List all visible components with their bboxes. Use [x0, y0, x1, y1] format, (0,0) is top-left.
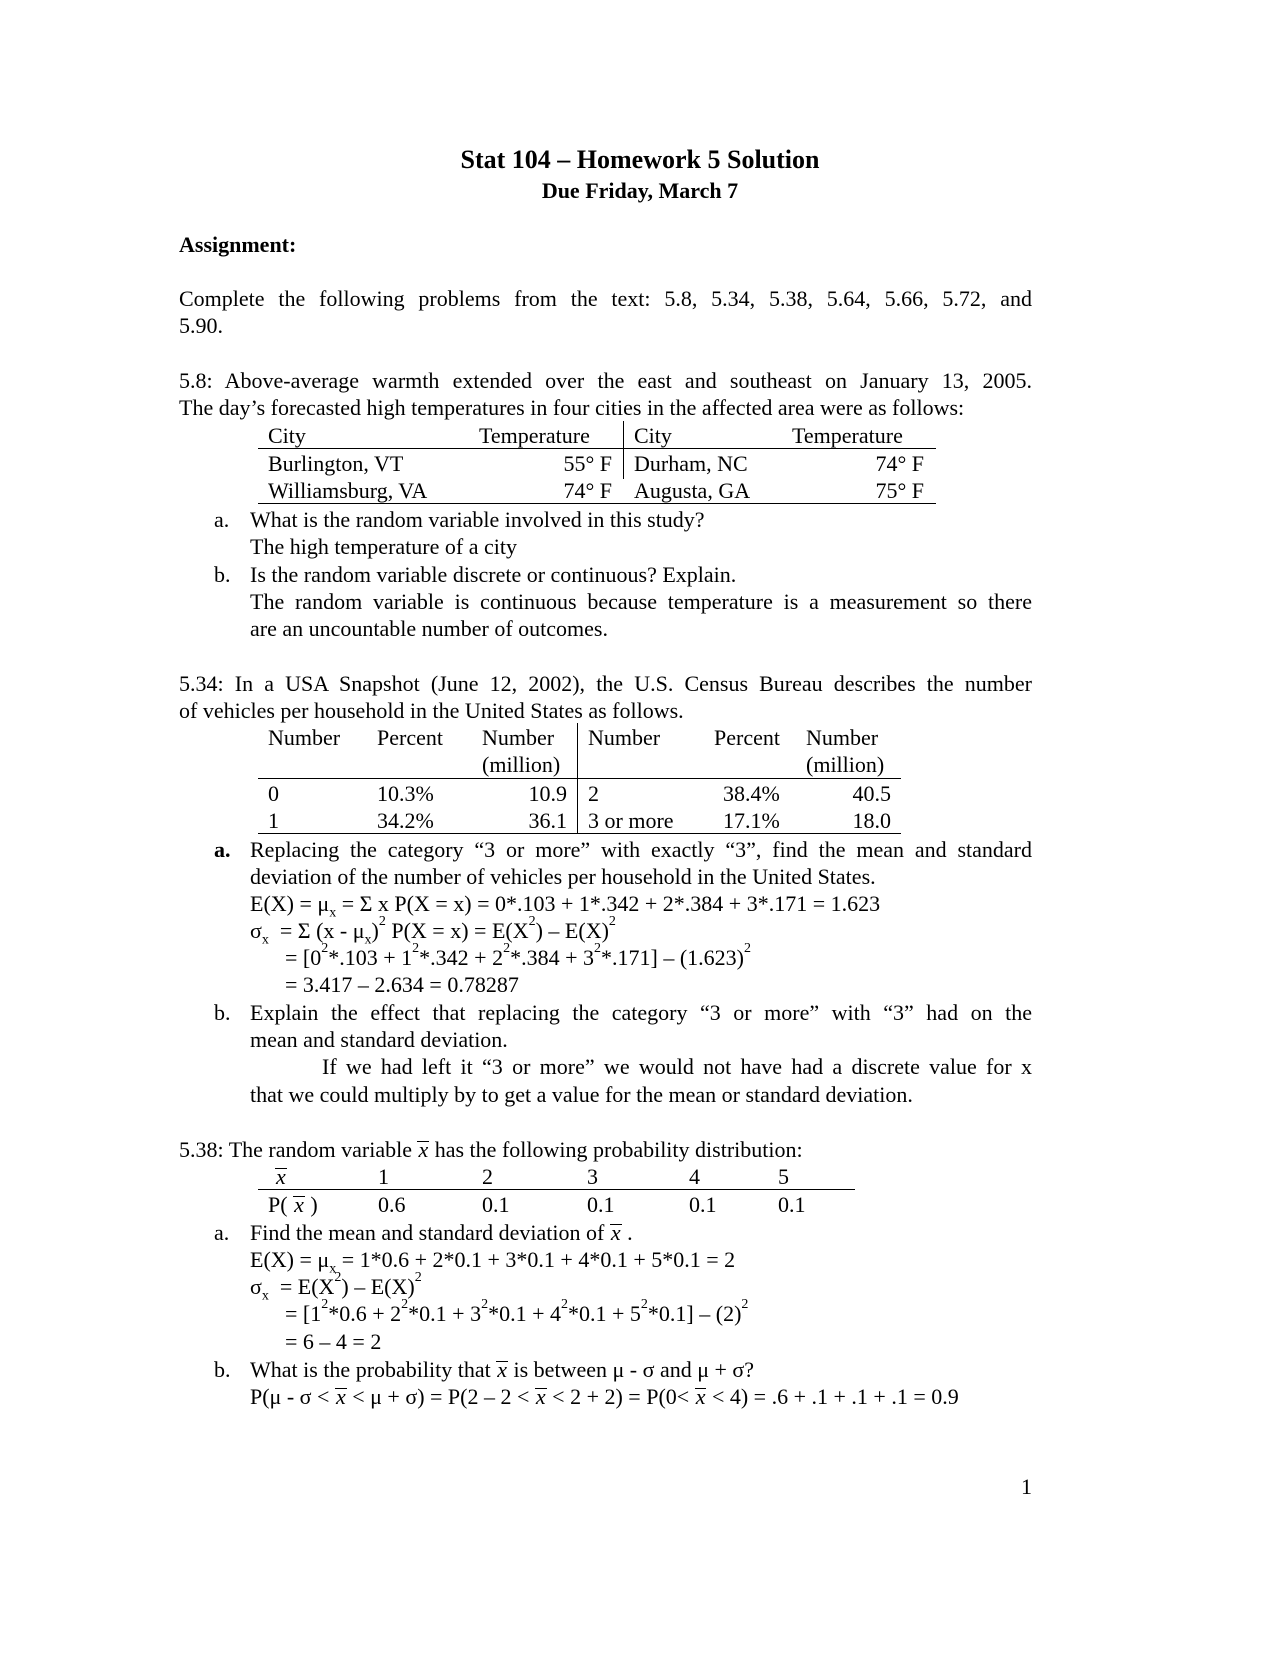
- p534-a-letter: a.: [214, 837, 231, 862]
- xbar-symbol: x: [610, 1220, 621, 1245]
- p58-cell-r2-temp1: 74° F: [563, 478, 612, 503]
- p538-b-question-post: is between μ - σ and μ + σ?: [513, 1357, 755, 1382]
- p538-value-4: 4: [689, 1164, 700, 1189]
- p534-intro-1: 5.34: In a USA Snapshot (June 12, 2002), the U.S. Census Bureau describes the number: [179, 671, 1032, 696]
- p58-cell-r1-city2: Durham, NC: [634, 451, 748, 476]
- p58-cell-r2-city2: Augusta, GA: [634, 478, 751, 503]
- p538-b-letter: b.: [214, 1357, 231, 1382]
- p534-cell-r2-millions2: 18.0: [852, 808, 891, 833]
- p538-intro-pre: 5.38: The random variable: [179, 1137, 412, 1162]
- p534-cell-r1-number1: 0: [268, 781, 279, 806]
- p534-a-question-2: deviation of the number of vehicles per household in the United States.: [250, 864, 876, 889]
- p58-bottom-rule: [258, 503, 936, 504]
- xbar-symbol: x: [294, 1192, 304, 1217]
- xbar-symbol: x: [695, 1384, 706, 1409]
- p538-b-answer: P(μ - σ < x < μ + σ) = P(2 – 2 < x < 2 + 2) = P(0< x < 4) = .6 + .1 + .1 + .1 = 0.9: [250, 1384, 959, 1409]
- p538-a-question: Find the mean and standard deviation of x .: [250, 1220, 633, 1245]
- p534-cell-r2-number1: 1: [268, 808, 279, 833]
- assignment-heading: Assignment:: [179, 232, 297, 257]
- p538-intro: [179, 1136, 803, 1164]
- xbar-symbol: x: [535, 1384, 546, 1409]
- p538-prob-3: 0.1: [587, 1192, 615, 1217]
- p538-value-3: 3: [587, 1164, 598, 1189]
- p58-cell-r2-temp2: 75° F: [875, 478, 924, 503]
- p538-prob-label: P( x ): [268, 1192, 318, 1217]
- p58-b-letter: b.: [214, 562, 231, 587]
- p534-intro-2: of vehicles per household in the United States as follows.: [179, 698, 684, 723]
- p534-cell-r1-millions2: 40.5: [852, 781, 891, 806]
- p538-a-question-text: Find the mean and standard deviation of: [250, 1220, 605, 1245]
- page-title: Stat 104 – Homework 5 Solution: [460, 145, 820, 174]
- p534-bottom-rule: [258, 833, 901, 834]
- p538-prob-1: 0.6: [378, 1192, 406, 1217]
- p58-header-temp-1: Temperature: [479, 423, 590, 448]
- p534-b-question-1: Explain the effect that replacing the category “3 or more” with “3” had on the: [250, 1000, 1032, 1025]
- p534-mean-equation: $E(X) = \mu_x = \Sigma$ x P(X = x) = 0*.103 + 1*.342 + 2*.384 + 3*.171 = 1.623: [250, 891, 881, 921]
- xbar-symbol: x: [335, 1384, 346, 1409]
- p534-cell-r2-number2: 3 or more: [588, 808, 674, 833]
- p534-column-divider: [577, 723, 578, 833]
- p534-b-question-2: mean and standard deviation.: [250, 1027, 508, 1052]
- page-number: 1: [1021, 1474, 1032, 1499]
- p58-b-question: Is the random variable discrete or continuous? Explain.: [250, 562, 737, 587]
- assignment-line-2: 5.90.: [179, 313, 223, 338]
- xbar-symbol: x: [497, 1357, 507, 1382]
- p58-a-question: What is the random variable involved in this study?: [250, 507, 705, 532]
- p534-a-question-1: Replacing the category “3 or more” with exactly “3”, find the mean and standard: [250, 837, 1032, 862]
- p534-cell-r2-millions1: 36.1: [528, 808, 567, 833]
- p534-subheader-million-2: (million): [806, 752, 885, 777]
- p58-intro-2: The day’s forecasted high temperatures in four cities in the affected area were as follows:: [179, 395, 965, 420]
- p538-header-xbar: [275, 1163, 287, 1191]
- p58-cell-r2-city1: Williamsburg, VA: [268, 478, 428, 503]
- p534-cell-r1-percent1: 10.3%: [377, 781, 434, 806]
- xbar-symbol: x: [276, 1164, 286, 1189]
- p534-header-percent-2: Percent: [714, 725, 780, 750]
- p58-header-temp-2: Temperature: [792, 423, 903, 448]
- p538-value-5: 5: [778, 1164, 789, 1189]
- p538-prob-2: 0.1: [482, 1192, 510, 1217]
- p534-header-number-1: Number: [268, 725, 341, 750]
- p534-header-millions-1: Number: [482, 725, 555, 750]
- p58-intro-1: 5.8: Above-average warmth extended over the east and southeast on January 13, 2005.: [179, 368, 1032, 393]
- p58-header-city-1: City: [268, 423, 306, 448]
- p534-cell-r2-percent2: 17.1%: [723, 808, 780, 833]
- p58-b-answer-2: are an uncountable number of outcomes.: [250, 616, 608, 641]
- p534-cell-r1-millions1: 10.9: [528, 781, 567, 806]
- p534-header-millions-2: Number: [806, 725, 879, 750]
- p534-header-percent-1: Percent: [377, 725, 443, 750]
- p538-variance-equation: $\sigma_x = E(X^2) - E(X)^2$: [250, 1270, 422, 1304]
- p538-prob-5: 0.1: [778, 1192, 806, 1217]
- p58-cell-r1-temp2: 74° F: [875, 451, 924, 476]
- p58-b-answer-1: The random variable is continuous because temperature is a measurement so there: [250, 589, 1032, 614]
- p534-variance-result: = 3.417 – 2.634 = 0.78287: [285, 972, 519, 997]
- p538-value-2: 2: [482, 1164, 493, 1189]
- p534-variance-equation: $\sigma_x = \Sigma$ $(x - \mu_x)^2$ $P(X = x) = E(X^2) - E(X)^2$: [250, 914, 616, 948]
- p538-prob-4: 0.1: [689, 1192, 717, 1217]
- p534-cell-r2-percent1: 34.2%: [377, 808, 434, 833]
- p58-header-rule: [258, 448, 936, 449]
- p538-intro-post: has the following probability distribution:: [434, 1137, 803, 1162]
- p534-cell-r1-percent2: 38.4%: [723, 781, 780, 806]
- p534-b-letter: b.: [214, 1000, 231, 1025]
- p538-a-letter: a.: [214, 1220, 230, 1245]
- p534-b-answer-2: that we could multiply by to get a value for the mean or standard deviation.: [250, 1082, 913, 1107]
- p534-header-rule: [258, 778, 901, 779]
- p58-header-city-2: City: [634, 423, 672, 448]
- p534-b-answer-1: If we had left it “3 or more” we would not have had a discrete value for x: [322, 1054, 1032, 1079]
- p58-cell-r1-temp1: 55° F: [563, 451, 612, 476]
- p538-variance-result: = 6 – 4 = 2: [285, 1329, 382, 1354]
- p538-value-1: 1: [378, 1164, 389, 1189]
- p534-header-number-2: Number: [588, 725, 661, 750]
- p534-cell-r1-number2: 2: [588, 781, 599, 806]
- p58-cell-r1-city1: Burlington, VT: [268, 451, 404, 476]
- p534-subheader-million-1: (million): [482, 752, 561, 777]
- p58-a-letter: a.: [214, 507, 230, 532]
- due-date: Due Friday, March 7: [541, 178, 739, 203]
- assignment-line-1: Complete the following problems from the text: 5.8, 5.34, 5.38, 5.64, 5.66, 5.72, and: [179, 286, 1032, 311]
- p534-variance-expansion: = $[0^2*.103 + 1^2*.342 + 2^2*.384 + 3^2*.171] - (1.623)^2$: [285, 941, 751, 970]
- p538-mean-equation: $E(X) = \mu_x = 1*0.6 + 2*0.1 + 3*0.1 + 4*0.1 + 5*0.1 = 2$: [250, 1247, 736, 1277]
- p538-variance-expansion: = $[1^2*0.6 + 2^2*0.1 + 3^2*0.1 + 4^2*0.1 + 5^2*0.1] - (2)^2$: [285, 1297, 749, 1326]
- p538-header-rule: [258, 1189, 855, 1190]
- p58-column-divider: [623, 421, 624, 479]
- xbar-symbol: x: [418, 1137, 429, 1162]
- p538-b-question-pre: What is the probability that: [250, 1357, 491, 1382]
- p58-a-answer: The high temperature of a city: [250, 534, 517, 559]
- p538-b-question: [250, 1356, 754, 1384]
